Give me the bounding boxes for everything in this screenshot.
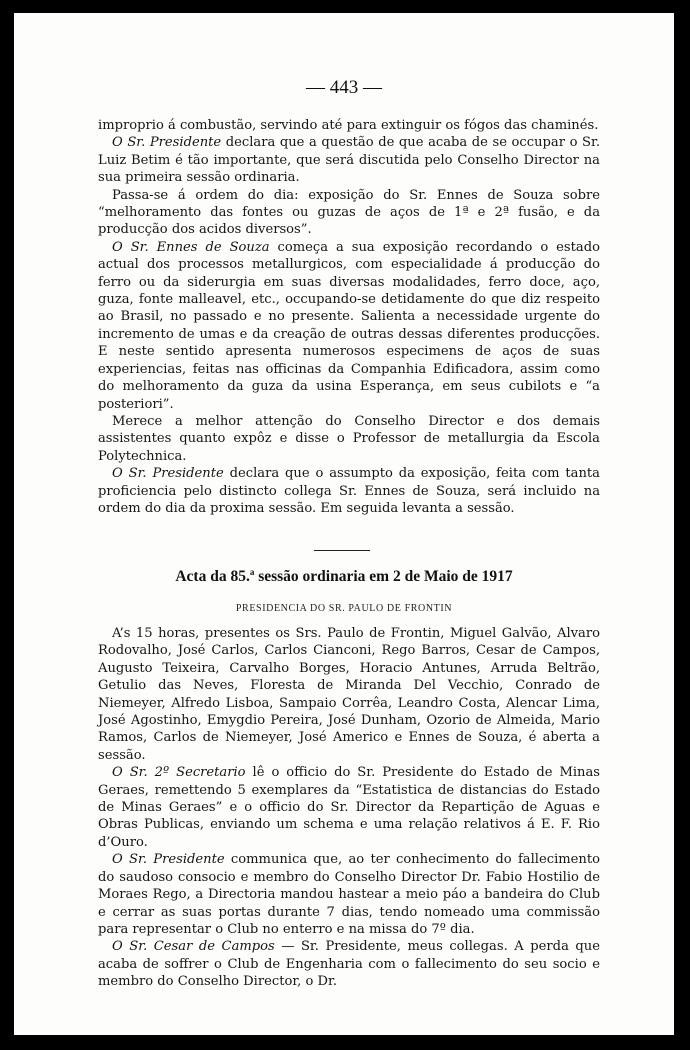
minutes-continuation: [98, 117, 600, 517]
paragraph: improprio á combustão, servindo até para extinguir os fógos das chaminés.: [98, 118, 599, 133]
paragraph: [98, 851, 600, 938]
paragraph-text: declara que a questão de que acaba de se occupar o Sr. Luiz Betim é tão importante, que será discutida pelo Conselho Director na sua primeira sessão ordinaria.: [98, 135, 600, 186]
speaker-name: O Sr. Presidente: [112, 852, 225, 868]
paragraph: [98, 764, 600, 851]
page-number: — 443 —: [306, 77, 382, 98]
paragraph-text: communica que, ao ter conhecimento do fallecimento do saudoso consocio e membro do Conselho Director Dr. Fabio Hostilio de Moraes Rego, a Directoria mandou hastear a meio páo a bandeira do Club e cerrar as suas portas durante 7 dias, tendo nomeado uma commissão para representar o Club no enterro e na missa do 7º dia.: [98, 852, 601, 937]
speaker-name: O Sr. 2º Secretario: [112, 765, 246, 781]
speaker-name: O Sr. Cesar de Campos: [112, 939, 275, 955]
speaker-name: O Sr. Ennes de Souza: [112, 239, 270, 255]
section-divider: [314, 550, 370, 551]
section-title: Acta da 85.$^a$ sessão ordinaria em 2 de Maio de 1917: [175, 567, 513, 586]
paragraph: Merece a melhor attenção do Conselho Director e dos demais assistentes quanto expôz e disse o Professor de metallurgia da Escola Polytechnica.: [98, 413, 600, 464]
paragraph-text: lê o officio do Sr. Presidente do Estado de Minas Geraes, remettendo 5 exemplares da “Estatistica de distancias do Estado de Minas Geraes” e o officio do Sr. Director da Repartição de Aguas e Obras Publicas, enviando um schema e uma relação relativos á E. F. Rio d’Ouro.: [98, 765, 600, 850]
paragraph: Passa-se á ordem do dia: exposição do Sr. Ennes de Souza sobre “melhoramento das fontes ou guzas de aços de 1ª e 2ª fusão, e da producção dos acidos diversos”.: [98, 187, 600, 238]
paragraph: [98, 465, 600, 517]
paragraph-text: — Sr. Presidente, meus collegas. A perda que acaba de soffrer o Club de Engenharia com o fallecimento do seu socio e membro do Conselho Director, o Dr.: [98, 939, 600, 990]
speaker-name: O Sr. Presidente: [112, 135, 222, 151]
paragraph: A’s 15 horas, presentes os Srs. Paulo de Frontin, Miguel Galvão, Alvaro Rodovalho, José Carlos, Carlos Cianconi, Rego Barros, Cesar de Campos, Augusto Teixeira, Carvalho Borges, Horacio Antunes, Arruda Beltrão, Getulio das Neves, Floresta de Miranda Del Vecchio, Conrado de Niemeyer, Alfredo Lisboa, Sampaio Corrêa, Leandro Costa, Alencar Lima, José Agostinho, Emygdio Pereira, José Dunham, Ozorio de Almeida, Mario Ramos, Carlos de Niemeyer, José Americo e Ennes de Souza, é aberta a sessão.: [98, 626, 600, 763]
paragraph: [98, 938, 600, 990]
speaker-name: O Sr. Presidente: [112, 466, 224, 482]
paragraph-text: declara que o assumpto da exposição, feita com tanta proficiencia pelo distincto collega Sr. Ennes de Souza, será incluido na ordem do dia da proxima sessão. Em seguida levanta a sessão.: [98, 466, 600, 516]
section-subtitle: PRESIDENCIA DO SR. PAULO DE FRONTIN: [235, 603, 453, 614]
minutes-session-85: [98, 625, 600, 991]
paragraph: [98, 134, 600, 186]
paragraph-text: começa a sua exposição recordando o estado actual dos processos metallurgicos, com especialidade á producção do ferro ou da siderurgia em suas diversas modalidades, ferro doce, aço, guza, fonte malleavel, etc., occupando-se detidamente do que diz respeito ao Brasil, no passado e no presente. Salienta a necessidade urgente do incremento de umas e da creação de outras dessas diferentes producções. E neste sentido apresenta numerosos especimens de aços de suas experiencias, feitas nas officinas da Companhia Edificadora, assim como do melhoramento da guza da usina Esperança, em seus cubilots e “a posteriori”.: [98, 239, 600, 412]
document-page: [14, 13, 674, 1035]
paragraph: [98, 239, 600, 413]
